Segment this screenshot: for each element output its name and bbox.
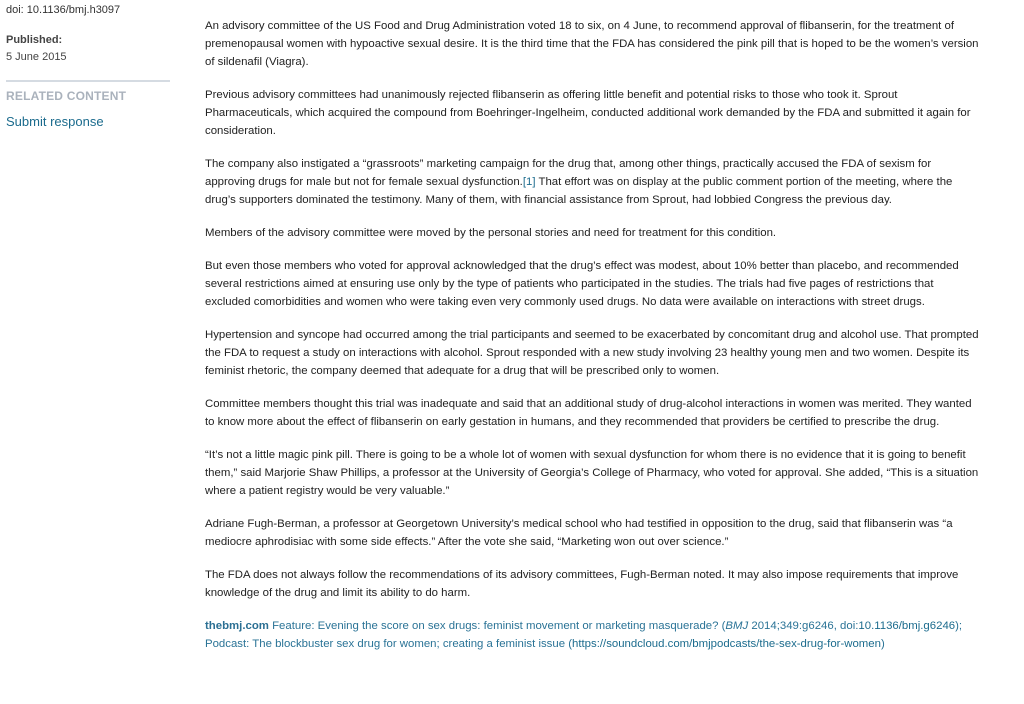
related-references bbox=[205, 617, 980, 653]
published-date: 5 June 2015 bbox=[6, 51, 67, 63]
doi-text: doi: 10.1136/bmj.h3097 bbox=[6, 4, 121, 16]
podcast-reference-text: ); Podcast: The blockbuster sex drug for women; creating a feminist issue ( bbox=[205, 620, 963, 650]
paragraph-3-text-before: The company also instigated a “grassroots” marketing campaign for the drug that, among other things, practically accused the FDA of sexism for approving drugs for male but not for female sexual dysfunction. bbox=[205, 158, 932, 188]
podcast-link[interactable]: https://soundcloud.com/bmjpodcasts/the-sex-drug-for-women bbox=[572, 638, 881, 650]
article-paragraph-9: Adriane Fugh-Berman, a professor at Georgetown University’s medical school who had testified in opposition to the drug, said that flibanserin was “a mediocre aphrodisiac with some side effects.” After the vote she said, “Marketing won out over science.” bbox=[205, 518, 953, 548]
article-paragraph-1: An advisory committee of the US Food and Drug Administration voted 18 to six, on 4 June, to recommend approval of flibanserin, for the treatment of premenopausal women with hypoactive sexual desire. It is the third time that the FDA has considered the pink pill that is hoped to be the women’s version of sildenafil (Viagra). bbox=[205, 20, 979, 68]
article-paragraph-8: “It’s not a little magic pink pill. There is going to be a whole lot of women with sexual dysfunction for whom there is no evidence that it is going to benefit them,” said Marjorie Shaw Phillips, a professor at the University of Georgia’s College of Pharmacy, who voted for approval. She added, “This is a situation where a patient registry would be very valuable.” bbox=[205, 449, 979, 497]
feature-citation: 2014;349:g6246, doi: bbox=[748, 620, 859, 632]
feature-reference-text: Feature: Evening the score on sex drugs: feminist movement or marketing masquerade? ( bbox=[268, 620, 726, 632]
journal-name: BMJ bbox=[725, 620, 749, 632]
references-closing: ) bbox=[880, 638, 885, 650]
article-paragraph-7: Committee members thought this trial was inadequate and said that an additional study of drug-alcohol interactions in women was merited. They wanted to know more about the effect of flibanserin on early gestation in humans, and they recommended that providers be certified to prescribe the drug. bbox=[205, 398, 972, 428]
feature-doi-link[interactable]: 10.1136/bmj.g6246 bbox=[858, 620, 956, 632]
article-paragraph-3 bbox=[205, 155, 980, 209]
article-body bbox=[205, 17, 980, 668]
article-paragraph-10: The FDA does not always follow the recommendations of its advisory committees, Fugh-Berman noted. It may also impose requirements that improve knowledge of the drug and limit its ability to do harm. bbox=[205, 569, 959, 599]
published-label: Published: bbox=[6, 34, 63, 46]
article-paragraph-4: Members of the advisory committee were moved by the personal stories and need for treatment for this condition. bbox=[205, 227, 777, 239]
related-content-heading: RELATED CONTENT bbox=[6, 89, 127, 103]
paragraph-3-text-after: That effort was on display at the public comment portion of the meeting, where the drug’s supporters dominated the testimony. Many of them, with financial assistance from Sprout, had lobbied Congress the previous day. bbox=[205, 176, 953, 206]
thebmj-brand: thebmj.com bbox=[205, 620, 269, 632]
sidebar-divider bbox=[6, 80, 170, 82]
reference-link-1[interactable]: [1] bbox=[522, 176, 536, 188]
article-paragraph-5: But even those members who voted for approval acknowledged that the drug’s effect was modest, about 10% better than placebo, and recommended several restrictions aimed at ensuring use only by the type of patients who participated in the studies. The trials had five pages of restrictions that excluded comorbidities and women who were taking even very commonly used drugs. No data were available on interactions with street drugs. bbox=[205, 260, 959, 308]
submit-response-link[interactable]: Submit response bbox=[6, 114, 104, 129]
article-paragraph-6: Hypertension and syncope had occurred among the trial participants and seemed to be exacerbated by concomitant drug and alcohol use. That prompted the FDA to request a study on interactions with alcohol. Sprout responded with a new study involving 23 healthy young men and two women. Despite its feminist rhetoric, the company deemed that adequate for a drug that will be prescribed only to women. bbox=[205, 329, 979, 377]
article-paragraph-2: Previous advisory committees had unanimously rejected flibanserin as offering little benefit and potential risks to those who took it. Sprout Pharmaceuticals, which acquired the compound from Boehringer-Ingelheim, conducted additional work demanded by the FDA and submitted it again for consideration. bbox=[205, 89, 971, 137]
